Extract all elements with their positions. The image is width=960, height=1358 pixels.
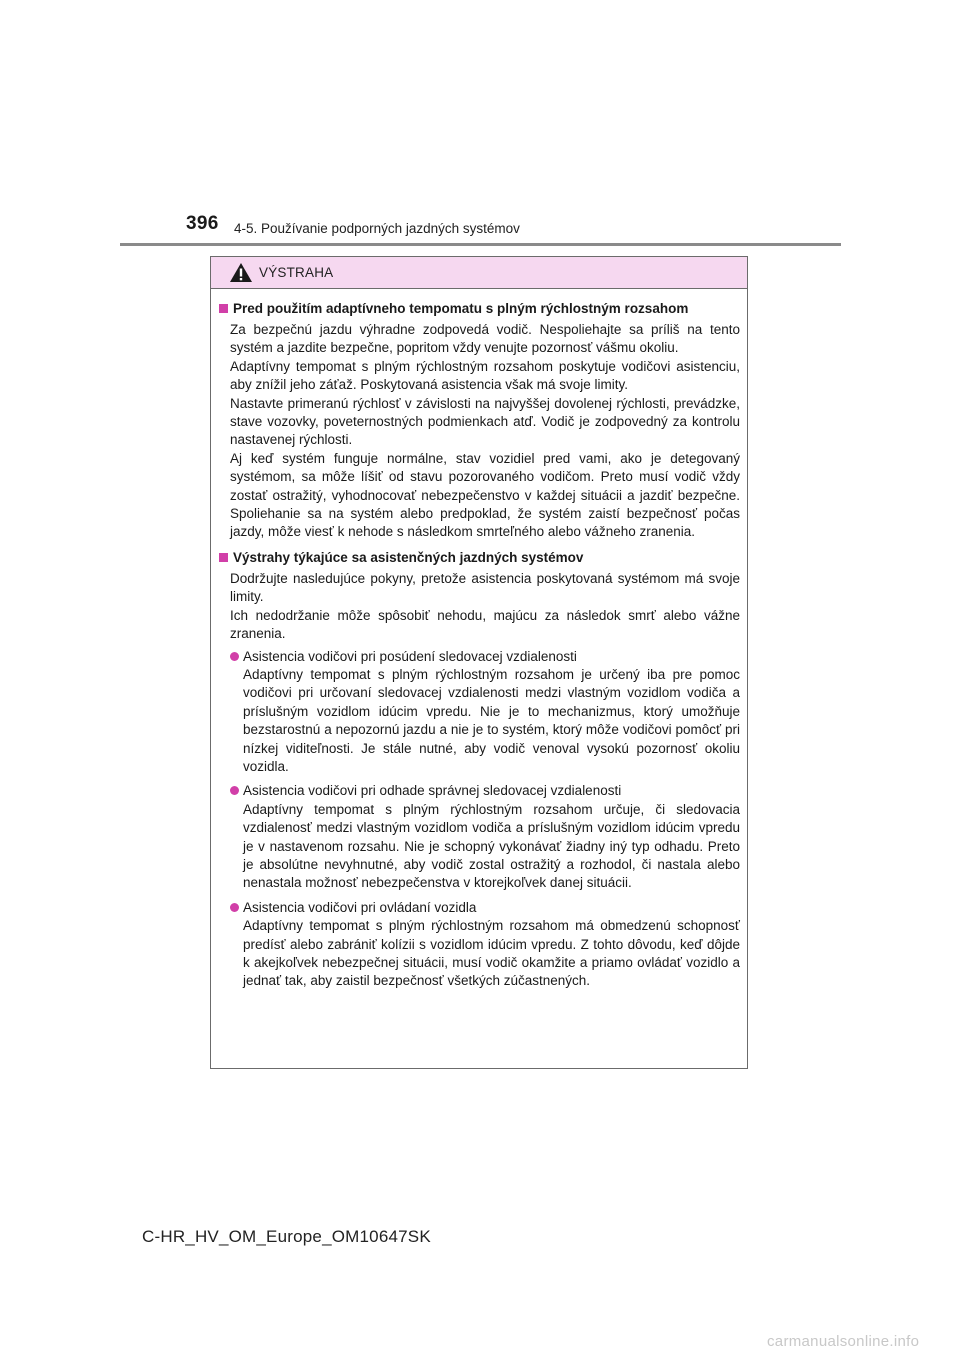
sub-item — [230, 648, 740, 777]
watermark: carmanualsonline.info — [767, 1333, 920, 1350]
topic-heading — [219, 548, 740, 567]
topic-heading-text: Výstrahy týkajúce sa asistenčných jazdných systémov — [233, 549, 584, 565]
sub-item — [230, 899, 740, 991]
round-bullet-icon — [230, 903, 239, 912]
sub-item-title: Asistencia vodičovi pri ovládaní vozidla — [243, 899, 477, 915]
warning-triangle-icon — [229, 262, 253, 283]
paragraph: Dodržujte nasledujúce pokyny, pretože asistencia poskytovaná systémom má svoje limity. — [230, 570, 740, 605]
sub-item — [230, 782, 740, 892]
page-number: 396 — [186, 213, 219, 234]
header-divider — [120, 243, 841, 246]
warning-box — [210, 256, 748, 1069]
sub-item-text: Adaptívny tempomat s plným rýchlostným rozsahom je určený iba pre pomoc vodičovi pri určovaní sledovacej vzdialenosti medzi vlastným vozidlom vodiča a príslušným vozidlom idúcim vpredu. Nie je to mechanizmus, ktorý umožňuje bezstarostnú a nepozornú jazdu a nie je to systém, ktorý môže vodičovi pomôcť pri nízkej viditeľnosti. Je stále nutné, aby vodič venoval vysokú pozornosť okoliu vozidla. — [243, 666, 740, 774]
paragraph: Ich nedodržanie môže spôsobiť nehodu, majúcu za následok smrť alebo vážne zranenia. — [230, 607, 740, 642]
warning-header — [211, 257, 747, 289]
sub-item-title: Asistencia vodičovi pri posúdení sledovacej vzdialenosti — [243, 648, 577, 664]
sub-item-text: Adaptívny tempomat s plným rýchlostným rozsahom určuje, či sledovacia vzdialenosť medzi vlastným vozidlom vodiča a príslušným vozidlom idúcim vpredu je v nastavenom rozsahu. Nie je schopný vykonávať žiadny iný typ odhadu. Preto je absolútne nevyhnutné, aby vodič zostal ostražitý a rozhodol, či nastala alebo nenastala možnosť nebezpečenstva v ktorejkoľvek danej situácii. — [243, 801, 740, 891]
square-bullet-icon — [219, 553, 228, 562]
round-bullet-icon — [230, 786, 239, 795]
square-bullet-icon — [219, 304, 228, 313]
document-code: C-HR_HV_OM_Europe_OM10647SK — [142, 1227, 431, 1246]
sub-item-text: Adaptívny tempomat s plným rýchlostným rozsahom má obmedzenú schopnosť predísť alebo zabrániť kolízii s vozidlom idúcim vpredu. Z tohto dôvodu, keď dôjde k akejkoľvek nebezpečnej situácii, musí vodič okamžite a priamo ovládať vozidlo a jednať tak, aby zaistil bezpečnosť všetkých zúčastnených. — [243, 918, 740, 989]
topic-before-use — [219, 299, 740, 542]
topic-heading — [219, 299, 740, 318]
warning-title: VÝSTRAHA — [259, 265, 334, 280]
page-header — [0, 0, 960, 250]
paragraph: Aj keď systém funguje normálne, stav vozidiel pred vami, ako je detegovaný systémom, sa môže líšiť od stavu pozorovaného vodičom. Preto musí vodič vždy zostať ostražitý, vyhodnocovať nebezpečenstvo v každej situácii a jazdiť bezpečne. Spoliehanie sa na systém alebo predpoklad, že systém zaistí bezpečnosť počas jazdy, môže viesť k nehode s následkom smrteľného alebo vážneho zranenia. — [230, 450, 740, 540]
paragraph: Adaptívny tempomat s plným rýchlostným rozsahom poskytuje vodičovi asistenciu, aby znížil jeho záťaž. Poskytovaná asistencia však má svoje limity. — [230, 358, 740, 393]
topic-assist-warnings — [219, 548, 740, 991]
paragraph: Za bezpečnú jazdu výhradne zodpovedá vodič. Nespoliehajte sa príliš na tento systém a jazdite bezpečne, popritom vždy venujte pozornosť vášmu okoliu. — [230, 322, 740, 356]
paragraph: Nastavte primeranú rýchlosť v závislosti na najvyššej dovolenej rýchlosti, prevádzke, stave vozovky, poveternostných podmienkach atď. Vodič je zodpovedný za kontrolu nastavenej rýchlosti. — [230, 395, 740, 448]
sub-item-title: Asistencia vodičovi pri odhade správnej sledovacej vzdialenosti — [243, 783, 622, 799]
warning-body — [211, 289, 747, 991]
topic-heading-text: Pred použitím adaptívneho tempomatu s plným rýchlostným rozsahom — [233, 301, 689, 316]
section-title: 4-5. Používanie podporných jazdných systémov — [234, 221, 520, 236]
round-bullet-icon — [230, 652, 239, 661]
